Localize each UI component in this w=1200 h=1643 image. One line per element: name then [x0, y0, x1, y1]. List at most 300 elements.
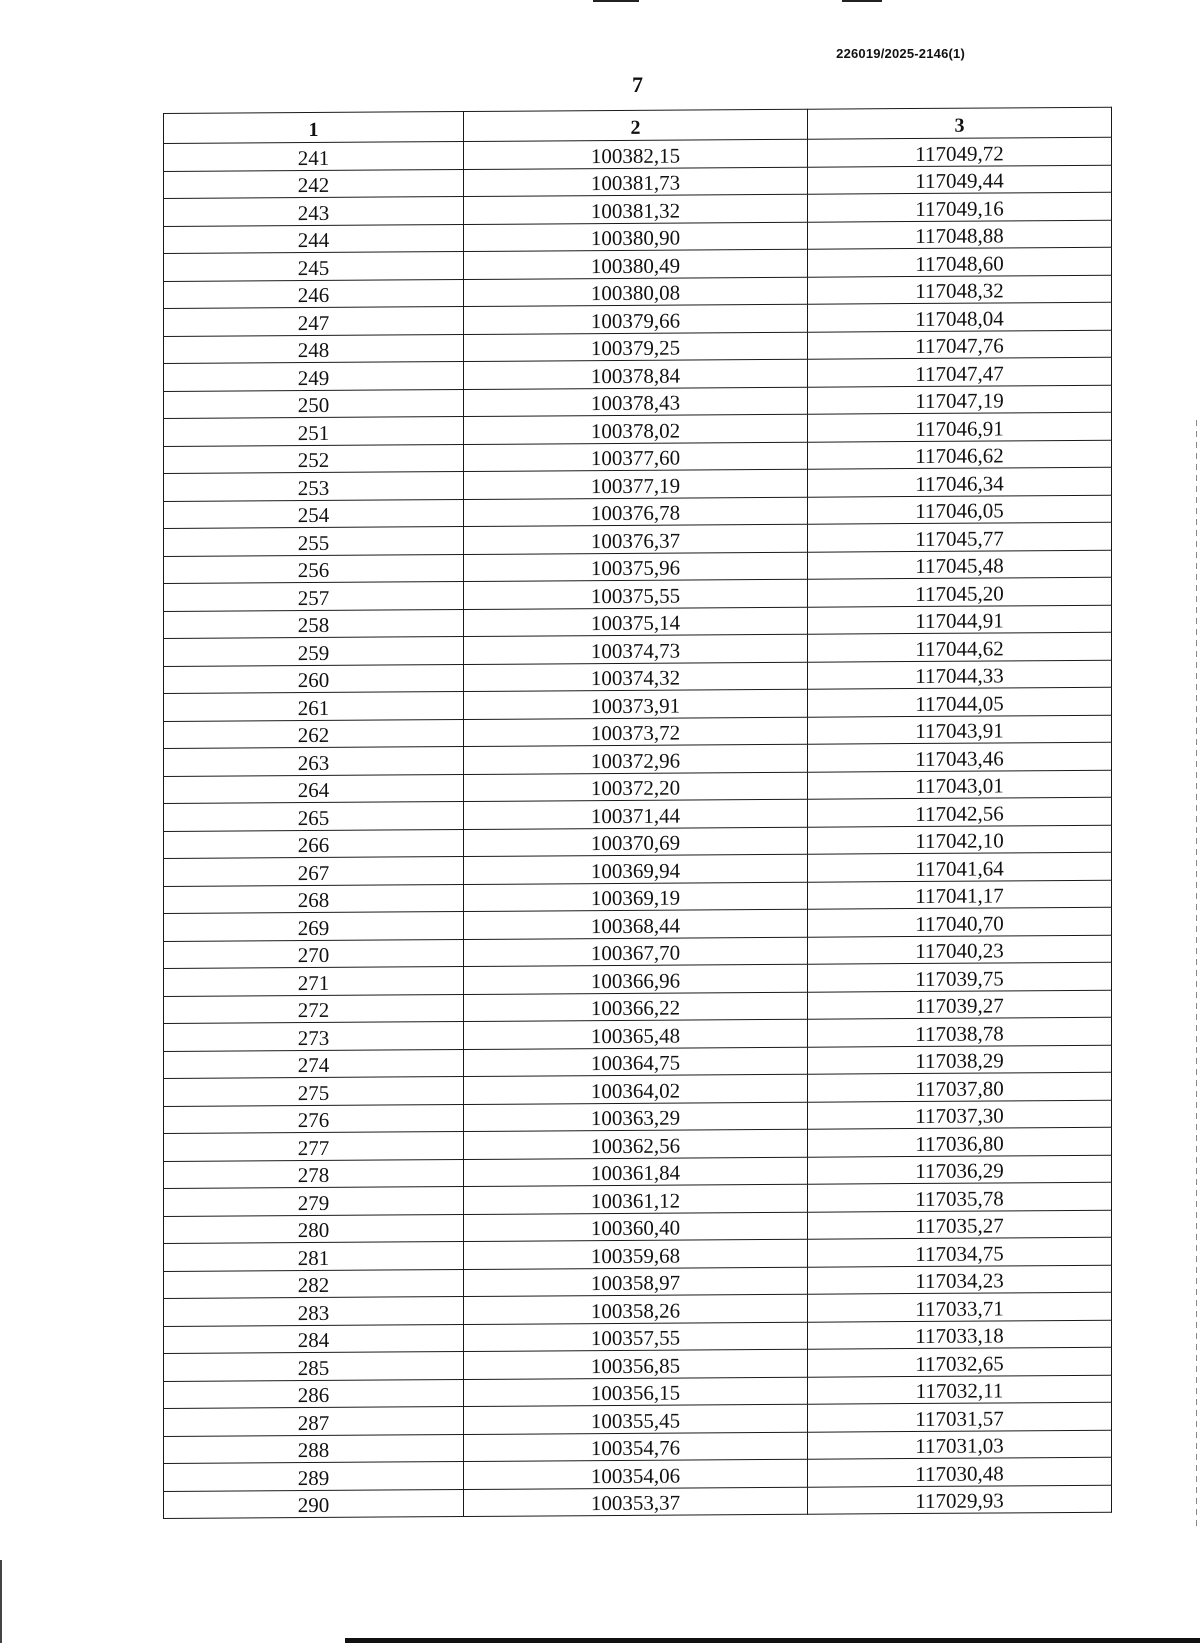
- y-coordinate-cell: [808, 165, 1112, 195]
- point-number-cell: [164, 802, 464, 831]
- point-number-cell: [164, 472, 464, 501]
- y-coordinate-cell: [808, 440, 1112, 470]
- x-coordinate-cell: [464, 607, 808, 637]
- x-coordinate-cell: [464, 634, 808, 664]
- cell-text: 100362,56: [590, 1133, 681, 1158]
- cell-text: 100380,49: [590, 253, 681, 278]
- cell-text: 271: [297, 970, 330, 995]
- cell-text: 249: [297, 365, 330, 390]
- column-header: 2: [464, 109, 808, 141]
- cell-text: 117047,47: [915, 360, 1004, 386]
- cell-text: 117046,05: [915, 498, 1004, 524]
- y-coordinate-cell: [808, 275, 1112, 305]
- cell-text: 117049,16: [915, 195, 1004, 221]
- x-coordinate-cell: [464, 937, 808, 967]
- cell-text: 117046,62: [915, 443, 1004, 469]
- point-number-cell: [164, 527, 464, 556]
- cell-text: 117045,20: [915, 580, 1004, 606]
- cell-text: 100380,08: [590, 280, 681, 306]
- point-number-cell: [164, 389, 464, 418]
- x-coordinate-cell: [464, 359, 808, 389]
- cell-text: 258: [297, 612, 330, 638]
- cell-text: 253: [297, 475, 330, 500]
- cell-text: 117037,30: [915, 1103, 1004, 1129]
- cell-text: 251: [297, 420, 330, 445]
- x-coordinate-cell: [464, 249, 808, 279]
- x-coordinate-cell: [464, 1459, 808, 1489]
- point-number-cell: [164, 637, 464, 666]
- x-coordinate-cell: [464, 167, 808, 197]
- y-coordinate-cell: [808, 192, 1112, 222]
- cell-text: 100374,73: [590, 638, 681, 663]
- cell-text: 285: [297, 1355, 330, 1380]
- cell-text: 272: [297, 997, 330, 1023]
- point-number-cell: [164, 499, 464, 528]
- x-coordinate-cell: [464, 772, 808, 802]
- cell-text: 100380,90: [590, 225, 681, 251]
- x-coordinate-cell: [464, 662, 808, 692]
- point-number-cell: [164, 609, 464, 638]
- cell-text: 100358,26: [590, 1298, 681, 1323]
- x-coordinate-cell: [464, 1102, 808, 1132]
- cell-text: 252: [297, 447, 330, 473]
- cell-text: 287: [297, 1410, 330, 1435]
- y-coordinate-cell: [808, 1237, 1112, 1267]
- cell-text: 255: [297, 530, 330, 555]
- cell-text: 283: [297, 1300, 330, 1325]
- cell-text: 100365,48: [590, 1023, 681, 1048]
- cell-text: 277: [297, 1135, 330, 1160]
- point-number-cell: [164, 1379, 464, 1408]
- cell-text: 117049,72: [915, 140, 1004, 166]
- y-coordinate-cell: [808, 385, 1112, 415]
- cell-text: 100363,29: [590, 1105, 681, 1131]
- y-coordinate-cell: [808, 577, 1112, 607]
- cell-text: 265: [297, 805, 330, 830]
- cell-text: 117043,91: [915, 718, 1004, 744]
- cell-text: 289: [297, 1465, 330, 1490]
- y-coordinate-cell: [808, 660, 1112, 690]
- point-number-cell: [164, 279, 464, 308]
- point-number-cell: [164, 1159, 464, 1188]
- y-coordinate-cell: [808, 1182, 1112, 1212]
- cell-text: 117048,60: [915, 250, 1004, 276]
- y-coordinate-cell: [808, 742, 1112, 772]
- cell-text: 247: [297, 310, 330, 335]
- cell-text: 117048,32: [915, 278, 1004, 304]
- cell-text: 257: [297, 585, 330, 610]
- point-number-cell: [164, 1434, 464, 1463]
- x-coordinate-cell: [464, 1184, 808, 1214]
- cell-text: 279: [297, 1190, 330, 1215]
- cell-text: 275: [297, 1080, 330, 1105]
- cell-text: 117049,44: [915, 168, 1004, 194]
- y-coordinate-cell: [808, 962, 1112, 992]
- point-number-cell: [164, 1049, 464, 1078]
- cell-text: 117039,75: [915, 965, 1004, 991]
- point-number-cell: [164, 1462, 464, 1491]
- x-coordinate-cell: [464, 414, 808, 444]
- x-coordinate-cell: [464, 1047, 808, 1077]
- cell-text: 117033,71: [915, 1295, 1004, 1321]
- cell-text: 100373,72: [590, 720, 681, 746]
- x-coordinate-cell: [464, 1019, 808, 1049]
- cell-text: 286: [297, 1382, 330, 1408]
- scan-top-mark: [842, 0, 882, 2]
- x-coordinate-cell: [464, 497, 808, 527]
- cell-text: 242: [297, 172, 330, 198]
- page-number: 7: [632, 72, 643, 97]
- x-coordinate-cell: [464, 854, 808, 884]
- cell-text: 117046,34: [915, 470, 1004, 496]
- point-number-cell: [164, 307, 464, 336]
- point-number-cell: [164, 142, 464, 171]
- cell-text: 248: [297, 337, 330, 363]
- cell-text: 117048,04: [915, 305, 1004, 331]
- cell-text: 264: [297, 777, 330, 803]
- document-id: 226019/2025-2146(1): [836, 46, 965, 61]
- point-number-cell: [164, 444, 464, 473]
- cell-text: 100378,43: [590, 390, 681, 416]
- cell-text: 117040,23: [915, 938, 1004, 964]
- x-coordinate-cell: [464, 1377, 808, 1407]
- cell-text: 117031,03: [915, 1433, 1004, 1459]
- cell-text: 117034,23: [915, 1268, 1004, 1294]
- x-coordinate-cell: [464, 579, 808, 609]
- cell-text: 100373,91: [590, 693, 681, 718]
- y-coordinate-cell: [808, 357, 1112, 387]
- cell-text: 117035,27: [915, 1213, 1004, 1239]
- cell-text: 117033,18: [915, 1323, 1004, 1349]
- cell-text: 100371,44: [590, 803, 681, 828]
- cell-text: 100378,02: [590, 418, 681, 443]
- y-coordinate-cell: [808, 687, 1112, 717]
- y-coordinate-cell: [808, 412, 1112, 442]
- cell-text: 100354,06: [590, 1463, 681, 1488]
- y-coordinate-cell: [808, 1100, 1112, 1130]
- column-header: 3: [808, 107, 1112, 139]
- y-coordinate-cell: [808, 1072, 1112, 1102]
- point-number-cell: [164, 692, 464, 721]
- point-number-cell: [164, 1324, 464, 1353]
- x-coordinate-cell: [464, 1349, 808, 1379]
- cell-text: 117043,01: [915, 773, 1004, 799]
- y-coordinate-cell: [808, 990, 1112, 1020]
- cell-text: 117042,56: [915, 800, 1004, 826]
- cell-text: 100366,22: [590, 995, 681, 1021]
- cell-text: 100382,15: [590, 143, 681, 168]
- x-coordinate-cell: [464, 139, 808, 169]
- x-coordinate-cell: [464, 387, 808, 417]
- cell-text: 254: [297, 502, 330, 528]
- x-coordinate-cell: [464, 524, 808, 554]
- x-coordinate-cell: [464, 799, 808, 829]
- point-number-cell: [164, 829, 464, 858]
- point-number-cell: [164, 582, 464, 611]
- point-number-cell: [164, 939, 464, 968]
- cell-text: 100376,78: [590, 500, 681, 526]
- cell-text: 288: [297, 1437, 330, 1463]
- column-header: 1: [164, 112, 464, 144]
- point-number-cell: [164, 554, 464, 583]
- cell-text: 100367,70: [590, 940, 681, 966]
- y-coordinate-cell: [808, 522, 1112, 552]
- cell-text: 117044,33: [915, 663, 1004, 689]
- y-coordinate-cell: [808, 247, 1112, 277]
- cell-text: 100376,37: [590, 528, 681, 553]
- cell-text: 241: [297, 145, 330, 170]
- x-coordinate-cell: [464, 827, 808, 857]
- cell-text: 117045,48: [915, 553, 1004, 579]
- point-number-cell: [164, 1132, 464, 1161]
- y-coordinate-cell: [808, 1320, 1112, 1350]
- cell-text: 100378,84: [590, 363, 681, 388]
- y-coordinate-cell: [808, 1375, 1112, 1405]
- cell-text: 256: [297, 557, 330, 583]
- cell-text: 117031,57: [915, 1405, 1004, 1431]
- y-coordinate-cell: [808, 770, 1112, 800]
- point-number-cell: [164, 1242, 464, 1271]
- point-number-cell: [164, 1022, 464, 1051]
- y-coordinate-cell: [808, 495, 1112, 525]
- cell-text: 117044,91: [915, 608, 1004, 634]
- x-coordinate-cell: [464, 1212, 808, 1242]
- y-coordinate-cell: [808, 797, 1112, 827]
- cell-text: 117045,77: [915, 525, 1004, 551]
- point-number-cell: [164, 774, 464, 803]
- y-coordinate-cell: [808, 935, 1112, 965]
- cell-text: 117040,70: [915, 910, 1004, 936]
- cell-text: 100364,02: [590, 1078, 681, 1103]
- cell-text: 117043,46: [915, 745, 1004, 771]
- point-number-cell: [164, 719, 464, 748]
- point-number-cell: [164, 967, 464, 996]
- cell-text: 117039,27: [915, 993, 1004, 1019]
- y-coordinate-cell: [808, 1017, 1112, 1047]
- cell-text: 117048,88: [915, 223, 1004, 249]
- point-number-cell: [164, 169, 464, 198]
- cell-text: 100357,55: [590, 1325, 681, 1351]
- x-coordinate-cell: [464, 332, 808, 362]
- point-number-cell: [164, 1269, 464, 1298]
- cell-text: 117038,78: [915, 1020, 1004, 1046]
- x-coordinate-cell: [464, 1239, 808, 1269]
- table-row: [164, 1485, 1112, 1519]
- y-coordinate-cell: [808, 880, 1112, 910]
- cell-text: 100379,66: [590, 308, 681, 333]
- scan-top-mark: [593, 0, 639, 2]
- cell-text: 117042,10: [915, 828, 1004, 854]
- y-coordinate-cell: [808, 467, 1112, 497]
- x-coordinate-cell: [464, 689, 808, 719]
- cell-text: 100354,76: [590, 1435, 681, 1461]
- x-coordinate-cell: [464, 469, 808, 499]
- cell-text: 117047,19: [915, 388, 1004, 414]
- cell-text: 263: [297, 750, 330, 775]
- x-coordinate-cell: [464, 1432, 808, 1462]
- scan-bottom-rule: [345, 1638, 1200, 1643]
- cell-text: 100360,40: [590, 1215, 681, 1241]
- scan-edge-mark: [0, 1560, 2, 1643]
- cell-text: 117041,64: [915, 855, 1004, 881]
- y-coordinate-cell: [808, 1265, 1112, 1295]
- cell-text: 274: [297, 1052, 330, 1078]
- x-coordinate-cell: [464, 277, 808, 307]
- cell-text: 100361,12: [590, 1188, 681, 1213]
- point-number-cell: [164, 1187, 464, 1216]
- cell-text: 260: [297, 667, 330, 693]
- table-body: [164, 137, 1112, 1518]
- cell-text: 259: [297, 640, 330, 665]
- scan-edge-mark: [1196, 420, 1197, 1530]
- cell-text: 100379,25: [590, 335, 681, 361]
- y-coordinate-cell: [808, 632, 1112, 662]
- x-coordinate-cell: [464, 1404, 808, 1434]
- x-coordinate-cell: [464, 1074, 808, 1104]
- x-coordinate-cell: [464, 909, 808, 939]
- cell-text: 100368,44: [590, 913, 681, 938]
- cell-text: 117036,29: [915, 1158, 1004, 1184]
- cell-text: 266: [297, 832, 330, 858]
- x-coordinate-cell: [464, 442, 808, 472]
- cell-text: 270: [297, 942, 330, 968]
- point-number-cell: [164, 884, 464, 913]
- x-coordinate-cell: [464, 717, 808, 747]
- x-coordinate-cell: [464, 304, 808, 334]
- cell-text: 281: [297, 1245, 330, 1270]
- y-coordinate-cell: [808, 1485, 1112, 1515]
- cell-text: 282: [297, 1272, 330, 1298]
- x-coordinate-cell: [464, 1157, 808, 1187]
- x-coordinate-cell: [464, 194, 808, 224]
- cell-text: 100372,96: [590, 748, 681, 773]
- y-coordinate-cell: [808, 1127, 1112, 1157]
- y-coordinate-cell: [808, 302, 1112, 332]
- point-number-cell: [164, 417, 464, 446]
- cell-text: 261: [297, 695, 330, 720]
- cell-text: 245: [297, 255, 330, 280]
- cell-text: 117030,48: [915, 1460, 1004, 1486]
- y-coordinate-cell: [808, 550, 1112, 580]
- cell-text: 100374,32: [590, 665, 681, 691]
- cell-text: 100369,94: [590, 858, 681, 883]
- point-number-cell: [164, 994, 464, 1023]
- point-number-cell: [164, 334, 464, 363]
- y-coordinate-cell: [808, 1430, 1112, 1460]
- point-number-cell: [164, 1297, 464, 1326]
- cell-text: 117046,91: [915, 415, 1004, 441]
- y-coordinate-cell: [808, 220, 1112, 250]
- cell-text: 117047,76: [915, 333, 1004, 359]
- point-number-cell: [164, 1077, 464, 1106]
- point-number-cell: [164, 224, 464, 253]
- point-number-cell: [164, 857, 464, 886]
- cell-text: 100358,97: [590, 1270, 681, 1296]
- cell-text: 100372,20: [590, 775, 681, 801]
- cell-text: 100366,96: [590, 968, 681, 993]
- cell-text: 117036,80: [915, 1130, 1004, 1156]
- cell-text: 100381,32: [590, 198, 681, 223]
- y-coordinate-cell: [808, 1292, 1112, 1322]
- x-coordinate-cell: [464, 964, 808, 994]
- cell-text: 250: [297, 392, 330, 418]
- point-number-cell: [164, 912, 464, 941]
- cell-text: 246: [297, 282, 330, 308]
- y-coordinate-cell: [808, 330, 1112, 360]
- point-number-cell: [164, 1214, 464, 1243]
- cell-text: 117034,75: [915, 1240, 1004, 1266]
- y-coordinate-cell: [808, 907, 1112, 937]
- cell-text: 100359,68: [590, 1243, 681, 1268]
- y-coordinate-cell: [808, 1402, 1112, 1432]
- cell-text: 117032,65: [915, 1350, 1004, 1376]
- point-number-cell: [164, 1104, 464, 1133]
- x-coordinate-cell: [464, 744, 808, 774]
- y-coordinate-cell: [808, 605, 1112, 635]
- cell-text: 117032,11: [915, 1378, 1004, 1404]
- point-number-cell: [164, 362, 464, 391]
- cell-text: 100355,45: [590, 1408, 681, 1433]
- cell-text: 280: [297, 1217, 330, 1243]
- y-coordinate-cell: [808, 1045, 1112, 1075]
- cell-text: 243: [297, 200, 330, 225]
- cell-text: 278: [297, 1162, 330, 1188]
- cell-text: 117044,05: [915, 690, 1004, 716]
- y-coordinate-cell: [808, 825, 1112, 855]
- cell-text: 284: [297, 1327, 330, 1353]
- cell-text: 100369,19: [590, 885, 681, 911]
- cell-text: 117035,78: [915, 1185, 1004, 1211]
- cell-text: 290: [297, 1492, 330, 1518]
- cell-text: 100375,14: [590, 610, 681, 636]
- x-coordinate-cell: [464, 1294, 808, 1324]
- cell-text: 262: [297, 722, 330, 748]
- point-number-cell: [164, 1352, 464, 1381]
- cell-text: 117041,17: [915, 883, 1004, 909]
- cell-text: 100364,75: [590, 1050, 681, 1076]
- point-number-cell: [164, 1407, 464, 1436]
- y-coordinate-cell: [808, 1155, 1112, 1185]
- point-number-cell: [164, 197, 464, 226]
- point-number-cell: [164, 747, 464, 776]
- coordinates-table: [163, 107, 1112, 1519]
- cell-text: 267: [297, 860, 330, 885]
- y-coordinate-cell: [808, 137, 1112, 167]
- x-coordinate-cell: [464, 1267, 808, 1297]
- y-coordinate-cell: [808, 852, 1112, 882]
- cell-text: 100361,84: [590, 1160, 681, 1186]
- y-coordinate-cell: [808, 715, 1112, 745]
- x-coordinate-cell: [464, 222, 808, 252]
- x-coordinate-cell: [464, 552, 808, 582]
- cell-text: 244: [297, 227, 330, 253]
- cell-text: 273: [297, 1025, 330, 1050]
- cell-text: 100353,37: [590, 1490, 681, 1516]
- x-coordinate-cell: [464, 1487, 808, 1517]
- cell-text: 100375,55: [590, 583, 681, 608]
- x-coordinate-cell: [464, 1322, 808, 1352]
- cell-text: 100381,73: [590, 170, 681, 196]
- y-coordinate-cell: [808, 1457, 1112, 1487]
- cell-text: 100377,19: [590, 473, 681, 498]
- point-number-cell: [164, 252, 464, 281]
- cell-text: 100356,85: [590, 1353, 681, 1378]
- x-coordinate-cell: [464, 1129, 808, 1159]
- cell-text: 100356,15: [590, 1380, 681, 1406]
- cell-text: 117029,93: [915, 1488, 1004, 1514]
- y-coordinate-cell: [808, 1347, 1112, 1377]
- point-number-cell: [164, 664, 464, 693]
